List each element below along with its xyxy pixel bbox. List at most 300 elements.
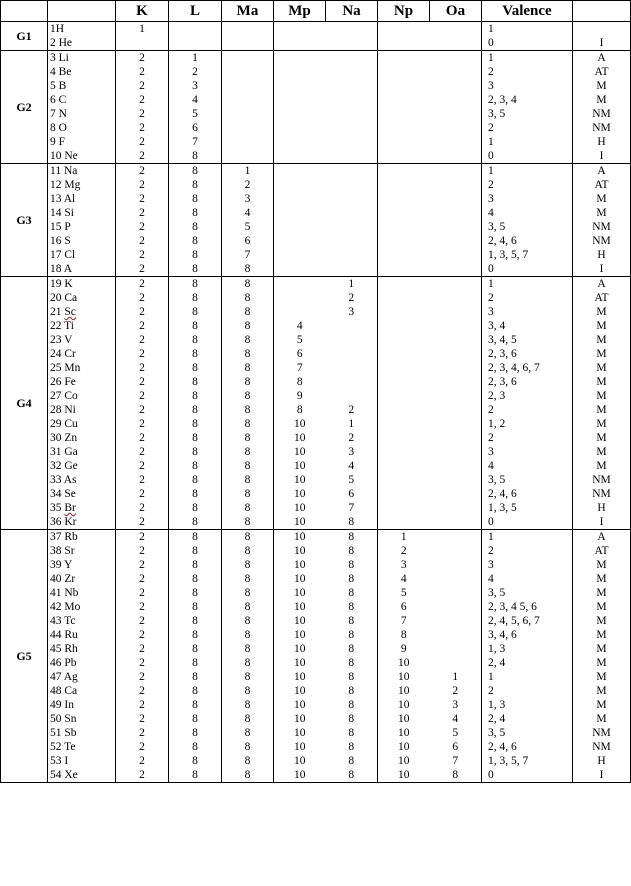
cell-oa	[430, 248, 482, 262]
cell-np: 5	[378, 586, 430, 600]
cell-l: 3	[169, 79, 222, 93]
cell-oa	[430, 22, 482, 37]
cell-element: 43 Tc	[48, 614, 116, 628]
header-valence: Valence	[482, 1, 573, 22]
cell-oa: 6	[430, 740, 482, 754]
cell-ma: 2	[222, 178, 274, 192]
cell-np	[378, 473, 430, 487]
cell-valence: 1, 3, 5, 7	[482, 248, 573, 262]
cell-na	[326, 375, 378, 389]
cell-type: M	[573, 206, 631, 220]
cell-np	[378, 234, 430, 248]
cell-element: 34 Se	[48, 487, 116, 501]
cell-l: 1	[169, 51, 222, 66]
cell-element: 9 F	[48, 135, 116, 149]
cell-l: 8	[169, 656, 222, 670]
cell-type: M	[573, 670, 631, 684]
cell-mp: 10	[274, 487, 326, 501]
table-row	[1, 65, 631, 79]
cell-k: 2	[116, 375, 169, 389]
cell-type: I	[573, 36, 631, 51]
cell-mp	[274, 206, 326, 220]
cell-oa	[430, 121, 482, 135]
cell-k: 2	[116, 277, 169, 292]
cell-valence: 2, 3, 4	[482, 93, 573, 107]
cell-valence: 2	[482, 178, 573, 192]
cell-na	[326, 22, 378, 37]
cell-k: 2	[116, 544, 169, 558]
cell-mp	[274, 51, 326, 66]
cell-ma: 8	[222, 768, 274, 783]
cell-oa	[430, 234, 482, 248]
table-row	[1, 684, 631, 698]
cell-oa	[430, 628, 482, 642]
cell-element: 30 Zn	[48, 431, 116, 445]
cell-ma: 8	[222, 670, 274, 684]
cell-element: 4 Be	[48, 65, 116, 79]
cell-oa	[430, 501, 482, 515]
table-row	[1, 347, 631, 361]
cell-k: 2	[116, 234, 169, 248]
cell-valence: 1, 3, 5, 7	[482, 754, 573, 768]
cell-type: NM	[573, 473, 631, 487]
table-row	[1, 220, 631, 234]
cell-ma: 8	[222, 600, 274, 614]
cell-na: 8	[326, 740, 378, 754]
header-type	[573, 1, 631, 22]
cell-k: 2	[116, 684, 169, 698]
group-label: G2	[1, 51, 48, 164]
table-row	[1, 305, 631, 319]
cell-ma: 8	[222, 572, 274, 586]
cell-na: 8	[326, 656, 378, 670]
header-mp: Mp	[274, 1, 326, 22]
cell-k: 2	[116, 403, 169, 417]
cell-valence: 2, 3, 4 5, 6	[482, 600, 573, 614]
cell-element: 38 Sr	[48, 544, 116, 558]
table-row	[1, 248, 631, 262]
cell-ma: 8	[222, 698, 274, 712]
cell-element: 14 Si	[48, 206, 116, 220]
cell-ma: 8	[222, 754, 274, 768]
cell-valence: 0	[482, 262, 573, 277]
cell-na	[326, 234, 378, 248]
cell-np	[378, 305, 430, 319]
cell-ma: 8	[222, 277, 274, 292]
cell-type: I	[573, 262, 631, 277]
table-row	[1, 445, 631, 459]
header-oa: Oa	[430, 1, 482, 22]
table-row	[1, 614, 631, 628]
cell-valence: 3, 5	[482, 220, 573, 234]
cell-ma: 8	[222, 262, 274, 277]
cell-l: 6	[169, 121, 222, 135]
cell-oa	[430, 164, 482, 179]
cell-oa	[430, 614, 482, 628]
cell-oa	[430, 65, 482, 79]
cell-oa	[430, 586, 482, 600]
cell-k: 2	[116, 389, 169, 403]
cell-mp	[274, 93, 326, 107]
cell-na: 8	[326, 586, 378, 600]
cell-element: 35 Br	[48, 501, 116, 515]
cell-ma: 8	[222, 642, 274, 656]
table-row	[1, 121, 631, 135]
cell-na	[326, 361, 378, 375]
cell-type: NM	[573, 234, 631, 248]
table-row	[1, 36, 631, 51]
cell-element: 1H	[48, 22, 116, 37]
table-row	[1, 262, 631, 277]
cell-type: M	[573, 459, 631, 473]
cell-valence: 1, 3	[482, 642, 573, 656]
cell-oa	[430, 445, 482, 459]
cell-np	[378, 333, 430, 347]
cell-type: M	[573, 628, 631, 642]
cell-l: 8	[169, 586, 222, 600]
cell-mp: 10	[274, 544, 326, 558]
cell-valence: 2, 4	[482, 712, 573, 726]
cell-valence: 3, 4	[482, 319, 573, 333]
spellcheck-underline: Br	[64, 502, 76, 514]
cell-l: 8	[169, 501, 222, 515]
table-row	[1, 107, 631, 121]
cell-l: 5	[169, 107, 222, 121]
cell-mp: 10	[274, 459, 326, 473]
cell-ma: 8	[222, 501, 274, 515]
table-row	[1, 403, 631, 417]
cell-np: 8	[378, 628, 430, 642]
cell-oa	[430, 473, 482, 487]
cell-element: 47 Ag	[48, 670, 116, 684]
group-label: G5	[1, 530, 48, 783]
cell-na: 8	[326, 600, 378, 614]
cell-mp: 5	[274, 333, 326, 347]
cell-oa	[430, 262, 482, 277]
cell-mp	[274, 79, 326, 93]
cell-element: 52 Te	[48, 740, 116, 754]
header-row	[1, 1, 631, 22]
cell-l: 8	[169, 206, 222, 220]
table-row	[1, 319, 631, 333]
table-row	[1, 234, 631, 248]
table-row	[1, 459, 631, 473]
cell-l: 8	[169, 515, 222, 530]
cell-k: 2	[116, 515, 169, 530]
table-body	[1, 22, 631, 783]
table-row	[1, 754, 631, 768]
cell-oa	[430, 515, 482, 530]
cell-l: 8	[169, 164, 222, 179]
cell-element: 7 N	[48, 107, 116, 121]
cell-np	[378, 22, 430, 37]
cell-ma: 8	[222, 319, 274, 333]
cell-ma: 8	[222, 684, 274, 698]
cell-oa: 5	[430, 726, 482, 740]
cell-l: 8	[169, 375, 222, 389]
cell-np: 10	[378, 712, 430, 726]
cell-element: 27 Co	[48, 389, 116, 403]
table-row	[1, 572, 631, 586]
cell-type: M	[573, 586, 631, 600]
cell-mp	[274, 107, 326, 121]
cell-type: AT	[573, 544, 631, 558]
cell-l: 8	[169, 291, 222, 305]
cell-valence: 3	[482, 558, 573, 572]
cell-oa	[430, 389, 482, 403]
cell-oa	[430, 206, 482, 220]
cell-element: 6 C	[48, 93, 116, 107]
cell-ma: 8	[222, 726, 274, 740]
cell-np	[378, 93, 430, 107]
header-element	[48, 1, 116, 22]
cell-l: 8	[169, 459, 222, 473]
cell-ma: 8	[222, 614, 274, 628]
table-row	[1, 670, 631, 684]
cell-ma: 8	[222, 530, 274, 545]
cell-na	[326, 178, 378, 192]
header-group	[1, 1, 48, 22]
cell-type: M	[573, 558, 631, 572]
cell-element: 17 Cl	[48, 248, 116, 262]
cell-na	[326, 389, 378, 403]
cell-mp: 10	[274, 572, 326, 586]
cell-valence: 2	[482, 65, 573, 79]
cell-oa	[430, 572, 482, 586]
cell-oa	[430, 178, 482, 192]
cell-ma: 8	[222, 389, 274, 403]
cell-valence: 1	[482, 135, 573, 149]
cell-element: 10 Ne	[48, 149, 116, 164]
cell-na: 8	[326, 614, 378, 628]
cell-mp: 10	[274, 558, 326, 572]
cell-ma: 8	[222, 431, 274, 445]
cell-np	[378, 319, 430, 333]
cell-valence: 3, 5	[482, 726, 573, 740]
cell-type: NM	[573, 121, 631, 135]
table-row	[1, 431, 631, 445]
cell-l: 8	[169, 361, 222, 375]
cell-k: 2	[116, 347, 169, 361]
cell-oa	[430, 305, 482, 319]
cell-ma: 8	[222, 291, 274, 305]
cell-oa	[430, 403, 482, 417]
cell-l: 8	[169, 684, 222, 698]
cell-l: 8	[169, 431, 222, 445]
cell-l	[169, 22, 222, 37]
cell-na	[326, 206, 378, 220]
cell-type: I	[573, 149, 631, 164]
cell-type: M	[573, 79, 631, 93]
cell-valence: 3, 5	[482, 586, 573, 600]
cell-k: 2	[116, 459, 169, 473]
cell-np	[378, 347, 430, 361]
cell-type: NM	[573, 107, 631, 121]
cell-mp: 10	[274, 431, 326, 445]
table-row	[1, 712, 631, 726]
table-row	[1, 417, 631, 431]
cell-k: 2	[116, 628, 169, 642]
cell-ma	[222, 107, 274, 121]
cell-na	[326, 93, 378, 107]
cell-ma: 8	[222, 445, 274, 459]
cell-na	[326, 149, 378, 164]
cell-k: 2	[116, 642, 169, 656]
cell-na: 2	[326, 291, 378, 305]
cell-type: M	[573, 431, 631, 445]
cell-element: 36 Kr	[48, 515, 116, 530]
table-row	[1, 79, 631, 93]
cell-np	[378, 220, 430, 234]
cell-np: 10	[378, 726, 430, 740]
cell-ma: 6	[222, 234, 274, 248]
cell-oa	[430, 642, 482, 656]
cell-np: 10	[378, 768, 430, 783]
cell-type: AT	[573, 291, 631, 305]
cell-na: 6	[326, 487, 378, 501]
cell-oa	[430, 431, 482, 445]
cell-l: 8	[169, 277, 222, 292]
cell-l: 8	[169, 445, 222, 459]
cell-np: 1	[378, 530, 430, 545]
cell-mp	[274, 135, 326, 149]
cell-k: 2	[116, 572, 169, 586]
cell-k: 2	[116, 164, 169, 179]
cell-na	[326, 248, 378, 262]
cell-k: 2	[116, 614, 169, 628]
cell-ma: 8	[222, 375, 274, 389]
cell-k: 2	[116, 220, 169, 234]
cell-k: 2	[116, 754, 169, 768]
cell-ma: 8	[222, 558, 274, 572]
cell-np	[378, 459, 430, 473]
cell-l: 8	[169, 768, 222, 783]
cell-na	[326, 220, 378, 234]
cell-ma	[222, 93, 274, 107]
cell-k: 2	[116, 361, 169, 375]
cell-k: 2	[116, 333, 169, 347]
cell-mp	[274, 192, 326, 206]
cell-k: 2	[116, 712, 169, 726]
cell-element: 23 V	[48, 333, 116, 347]
cell-k: 2	[116, 501, 169, 515]
cell-mp: 7	[274, 361, 326, 375]
cell-l: 8	[169, 305, 222, 319]
cell-mp: 10	[274, 515, 326, 530]
cell-valence: 3, 5	[482, 473, 573, 487]
cell-type: AT	[573, 65, 631, 79]
cell-k: 2	[116, 65, 169, 79]
cell-type: NM	[573, 726, 631, 740]
cell-valence: 3, 4, 5	[482, 333, 573, 347]
cell-ma: 1	[222, 164, 274, 179]
cell-type: M	[573, 656, 631, 670]
cell-type: H	[573, 754, 631, 768]
cell-oa	[430, 36, 482, 51]
cell-oa: 4	[430, 712, 482, 726]
cell-valence: 2, 3, 4, 6, 7	[482, 361, 573, 375]
cell-mp	[274, 22, 326, 37]
cell-element: 32 Ge	[48, 459, 116, 473]
cell-ma	[222, 135, 274, 149]
cell-np	[378, 445, 430, 459]
cell-np	[378, 164, 430, 179]
table-row	[1, 206, 631, 220]
cell-ma: 8	[222, 473, 274, 487]
table-row	[1, 178, 631, 192]
cell-mp: 6	[274, 347, 326, 361]
cell-na: 8	[326, 530, 378, 545]
table-row	[1, 135, 631, 149]
cell-np	[378, 65, 430, 79]
cell-np: 2	[378, 544, 430, 558]
cell-k: 2	[116, 206, 169, 220]
cell-oa	[430, 220, 482, 234]
cell-valence: 2, 4	[482, 656, 573, 670]
cell-element: 15 P	[48, 220, 116, 234]
table-row	[1, 473, 631, 487]
group-label: G4	[1, 277, 48, 530]
cell-mp: 10	[274, 417, 326, 431]
cell-element: 33 As	[48, 473, 116, 487]
cell-valence: 2	[482, 121, 573, 135]
cell-mp: 10	[274, 530, 326, 545]
cell-k: 2	[116, 768, 169, 783]
cell-element: 26 Fe	[48, 375, 116, 389]
cell-oa	[430, 319, 482, 333]
cell-ma: 8	[222, 347, 274, 361]
cell-ma: 7	[222, 248, 274, 262]
cell-type: M	[573, 333, 631, 347]
cell-oa	[430, 530, 482, 545]
cell-mp: 10	[274, 698, 326, 712]
cell-l: 8	[169, 628, 222, 642]
cell-k: 2	[116, 107, 169, 121]
cell-np: 10	[378, 684, 430, 698]
cell-valence: 2, 4, 5, 6, 7	[482, 614, 573, 628]
cell-na	[326, 121, 378, 135]
cell-element: 5 B	[48, 79, 116, 93]
cell-ma	[222, 65, 274, 79]
cell-ma: 8	[222, 544, 274, 558]
cell-ma: 8	[222, 417, 274, 431]
cell-k: 2	[116, 248, 169, 262]
cell-l: 8	[169, 178, 222, 192]
cell-valence: 4	[482, 459, 573, 473]
cell-k: 1	[116, 22, 169, 37]
cell-k: 2	[116, 726, 169, 740]
cell-ma	[222, 121, 274, 135]
cell-k: 2	[116, 192, 169, 206]
cell-valence: 3	[482, 305, 573, 319]
cell-mp: 8	[274, 403, 326, 417]
cell-l: 8	[169, 473, 222, 487]
table-row	[1, 192, 631, 206]
cell-valence: 1	[482, 22, 573, 37]
cell-na	[326, 36, 378, 51]
cell-k: 2	[116, 431, 169, 445]
cell-element: 46 Pb	[48, 656, 116, 670]
cell-np	[378, 487, 430, 501]
cell-mp	[274, 220, 326, 234]
table-row	[1, 642, 631, 656]
cell-l: 8	[169, 642, 222, 656]
cell-element: 3 Li	[48, 51, 116, 66]
cell-ma	[222, 22, 274, 37]
cell-na: 8	[326, 684, 378, 698]
cell-na: 1	[326, 277, 378, 292]
cell-valence: 2, 4, 6	[482, 234, 573, 248]
